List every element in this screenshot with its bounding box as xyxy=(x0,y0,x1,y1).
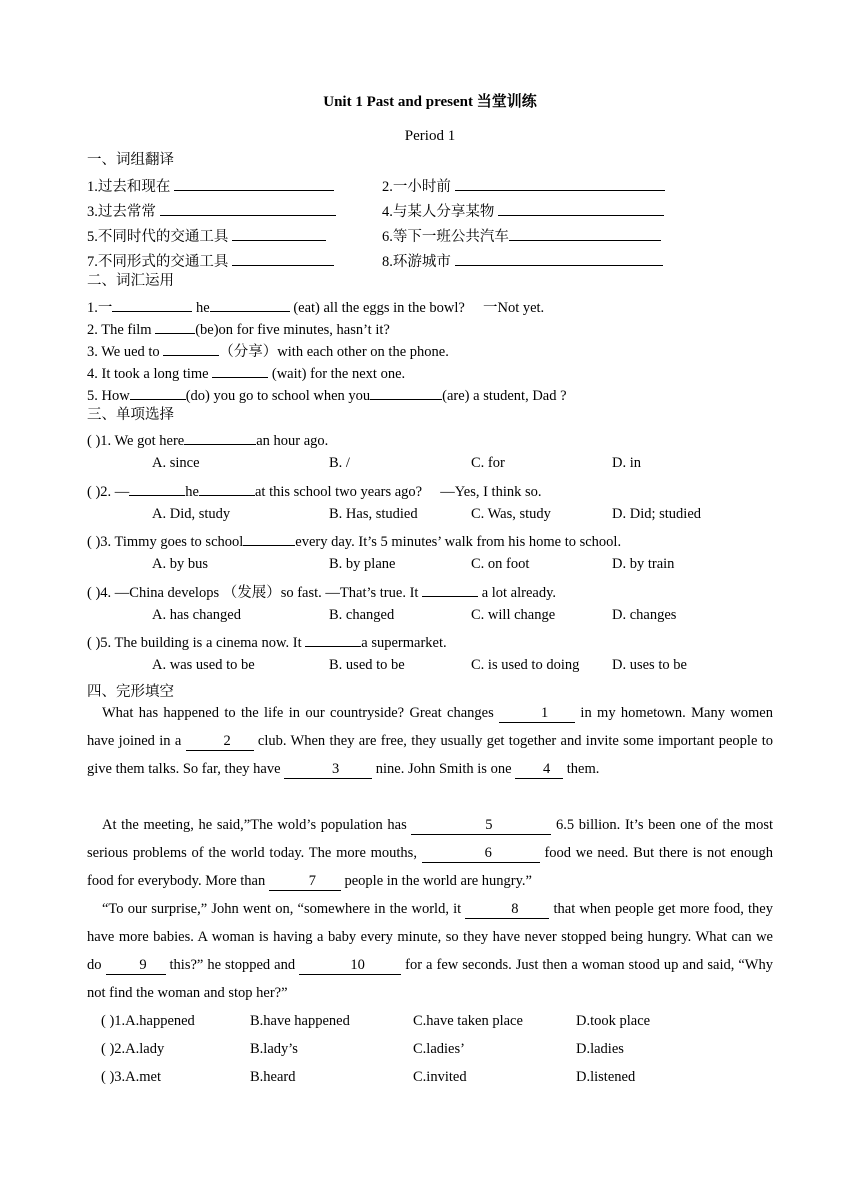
blank[interactable] xyxy=(160,199,336,216)
phrase-1: 1.过去和现在 xyxy=(87,174,334,197)
page-title: Unit 1 Past and present 当堂训练 xyxy=(323,94,537,110)
mc-q1-opt-a[interactable]: A. since xyxy=(152,455,200,471)
mc-q4-opt-d[interactable]: D. changes xyxy=(612,607,677,623)
mc-q5-opt-b[interactable]: B. used to be xyxy=(329,657,405,673)
mc-q3-opt-c[interactable]: C. on foot xyxy=(471,556,530,572)
blank[interactable] xyxy=(163,339,219,356)
phrase-3: 3.过去常常 xyxy=(87,199,336,222)
cloze-blank-3[interactable]: 3 xyxy=(284,760,372,779)
mc-q3: ( )3. Timmy goes to school every day. It’s 5 minutes’ walk from his home to school. xyxy=(87,529,621,552)
cloze-choice-3-a[interactable]: ( )3.A.met xyxy=(101,1069,161,1085)
blank[interactable] xyxy=(232,224,326,241)
mc-q5-opt-c[interactable]: C. is used to doing xyxy=(471,657,580,673)
cloze-blank-10[interactable]: 10 xyxy=(299,956,401,975)
cloze-blank-5[interactable]: 5 xyxy=(411,816,551,835)
cloze-choice-3-d[interactable]: D.listened xyxy=(576,1069,636,1085)
vocab-q2: 2. The film (be)on for five minutes, hasn’t it? xyxy=(87,317,390,340)
phrase-2: 2.一小时前 xyxy=(382,174,665,197)
blank[interactable] xyxy=(155,317,195,334)
cloze-choice-1-d[interactable]: D.took place xyxy=(576,1013,651,1029)
mc-q1-opt-d[interactable]: D. in xyxy=(612,455,641,471)
blank[interactable] xyxy=(210,295,290,312)
mc-q2: ( )2. — he at this school two years ago? —Yes, I think so. xyxy=(87,479,542,502)
phrase-5: 5.不同时代的交通工具 xyxy=(87,224,326,247)
cloze-choice-3-b[interactable]: B.heard xyxy=(250,1069,296,1085)
blank[interactable] xyxy=(498,199,664,216)
mc-q5-opt-d[interactable]: D. uses to be xyxy=(612,657,687,673)
cloze-choice-2-a[interactable]: ( )2.A.lady xyxy=(101,1041,165,1057)
phrase-7: 7.不同形式的交通工具 xyxy=(87,249,334,272)
vocab-q3: 3. We ued to （分享）with each other on the phone. xyxy=(87,339,449,362)
cloze-blank-6[interactable]: 6 xyxy=(422,844,540,863)
vocab-q1: 1.一 he (eat) all the eggs in the bowl? 一Not yet. xyxy=(87,295,544,318)
mc-q4: ( )4. —China develops （发展）so fast. —That’s true. It a lot already. xyxy=(87,580,556,603)
mc-q3-opt-b[interactable]: B. by plane xyxy=(329,556,396,572)
mc-q4-opt-a[interactable]: A. has changed xyxy=(152,607,241,623)
blank[interactable] xyxy=(129,479,185,496)
period-label: Period 1 xyxy=(404,128,456,144)
cloze-choice-2-b[interactable]: B.lady’s xyxy=(250,1041,298,1057)
cloze-paragraph-2: At the meeting, he said,”The wold’s population has 5 6.5 billion. It’s been one of the most serious problems of the world today. The more mouths, 6 food we need. But there is not enough food for everybody. More than 7 people in the world are hungry.” xyxy=(87,817,773,889)
mc-q1-opt-b[interactable]: B. / xyxy=(329,455,350,471)
mc-q4-opt-c[interactable]: C. will change xyxy=(471,607,556,623)
cloze-choice-2-d[interactable]: D.ladies xyxy=(576,1041,624,1057)
blank[interactable] xyxy=(455,174,665,191)
blank[interactable] xyxy=(199,479,255,496)
mc-q1-opt-c[interactable]: C. for xyxy=(471,455,505,471)
section-2-heading: 二、词汇运用 xyxy=(87,273,174,289)
blank[interactable] xyxy=(174,174,334,191)
mc-q5-opt-a[interactable]: A. was used to be xyxy=(152,657,255,673)
vocab-q5: 5. How (do) you go to school when you (are) a student, Dad ? xyxy=(87,383,567,406)
cloze-blank-8[interactable]: 8 xyxy=(465,900,549,919)
section-4-heading: 四、完形填空 xyxy=(87,684,174,700)
vocab-q4: 4. It took a long time (wait) for the next one. xyxy=(87,361,405,384)
blank[interactable] xyxy=(112,295,192,312)
blank[interactable] xyxy=(184,428,256,445)
mc-q5: ( )5. The building is a cinema now. It a supermarket. xyxy=(87,630,447,653)
mc-q2-opt-d[interactable]: D. Did; studied xyxy=(612,506,702,522)
cloze-blank-9[interactable]: 9 xyxy=(106,956,166,975)
blank[interactable] xyxy=(243,529,295,546)
cloze-blank-7[interactable]: 7 xyxy=(269,872,341,891)
cloze-blank-1[interactable]: 1 xyxy=(499,704,575,723)
blank[interactable] xyxy=(130,383,186,400)
mc-q2-opt-b[interactable]: B. Has, studied xyxy=(329,506,418,522)
blank[interactable] xyxy=(422,580,478,597)
section-3-heading: 三、单项选择 xyxy=(87,407,174,423)
blank[interactable] xyxy=(212,361,268,378)
blank[interactable] xyxy=(370,383,442,400)
blank[interactable] xyxy=(232,249,334,266)
mc-q2-opt-a[interactable]: A. Did, study xyxy=(152,506,231,522)
mc-q4-opt-b[interactable]: B. changed xyxy=(329,607,395,623)
cloze-paragraph-3: “To our surprise,” John went on, “somewhere in the world, it 8 that when people get more food, they have more babies. A woman is having a baby every minute, so they have never stopped being hungry. What can we do 9 this?” he stopped and 10 for a few seconds. Just then a woman stood up and said, “Why not find the woman and stop her?” xyxy=(87,901,773,1001)
cloze-choice-1-c[interactable]: C.have taken place xyxy=(413,1013,523,1029)
phrase-6: 6.等下一班公共汽车 xyxy=(382,224,661,247)
blank[interactable] xyxy=(509,224,661,241)
cloze-choice-3-c[interactable]: C.invited xyxy=(413,1069,467,1085)
mc-q3-opt-a[interactable]: A. by bus xyxy=(152,556,208,572)
cloze-blank-4[interactable]: 4 xyxy=(515,760,563,779)
cloze-choice-1-b[interactable]: B.have happened xyxy=(250,1013,350,1029)
mc-q1: ( )1. We got here an hour ago. xyxy=(87,428,328,451)
blank[interactable] xyxy=(305,630,361,647)
section-1-heading: 一、词组翻译 xyxy=(87,152,174,168)
mc-q3-opt-d[interactable]: D. by train xyxy=(612,556,675,572)
phrase-8: 8.环游城市 xyxy=(382,249,663,272)
cloze-choice-2-c[interactable]: C.ladies’ xyxy=(413,1041,465,1057)
cloze-paragraph-1: What has happened to the life in our countryside? Great changes 1 in my hometown. Many women have joined in a 2 club. When they are free, they usually get together and invite some important people to give them talks. So far, they have 3 nine. John Smith is one 4 them. xyxy=(87,705,773,777)
phrase-4: 4.与某人分享某物 xyxy=(382,199,664,222)
mc-q2-opt-c[interactable]: C. Was, study xyxy=(471,506,551,522)
cloze-blank-2[interactable]: 2 xyxy=(186,732,254,751)
cloze-choice-1-a[interactable]: ( )1.A.happened xyxy=(101,1013,195,1029)
blank[interactable] xyxy=(455,249,663,266)
